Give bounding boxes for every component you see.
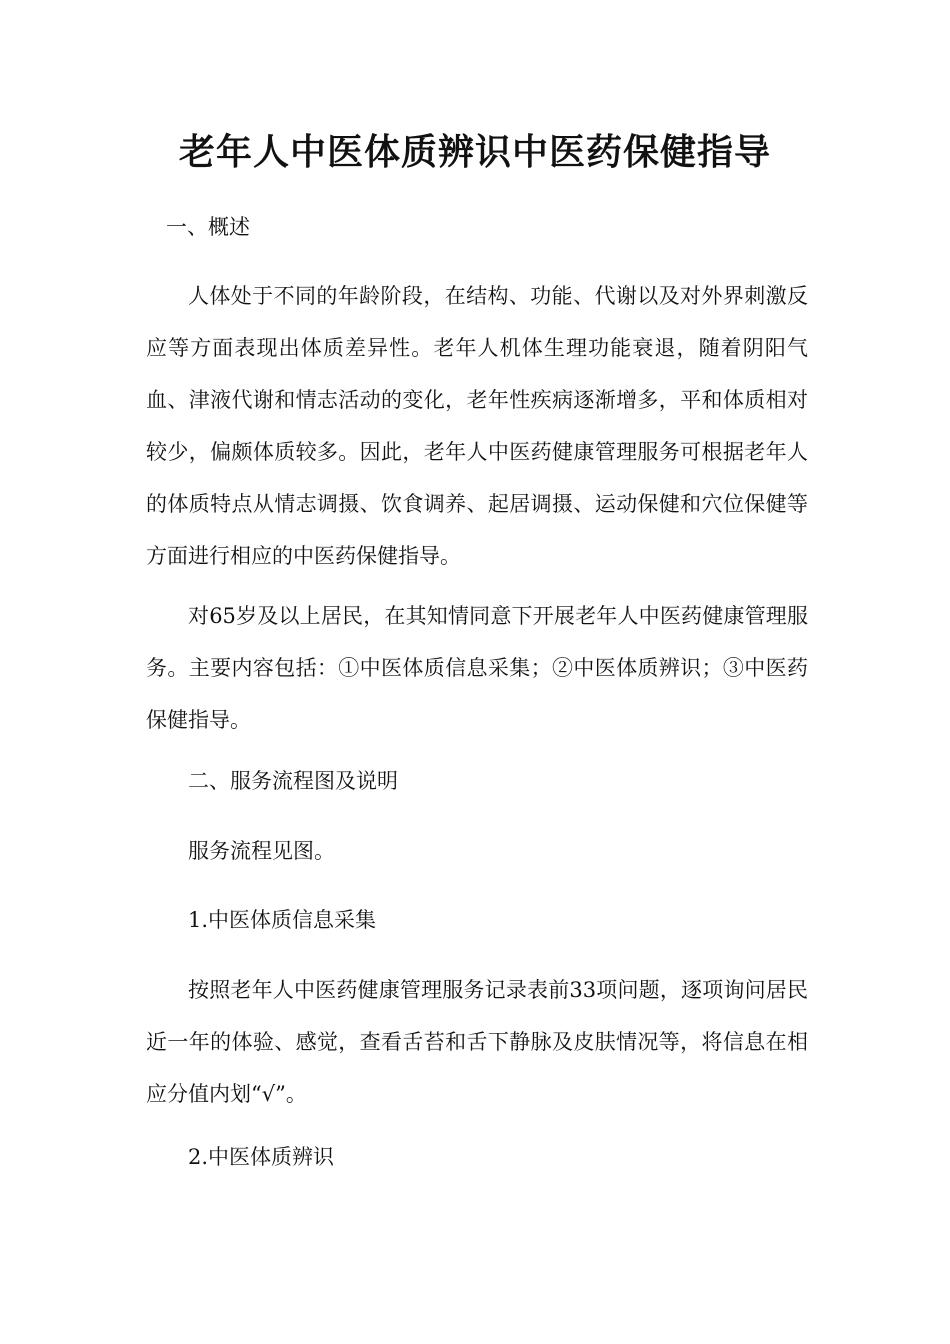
paragraph-overview-1: 人体处于不同的年龄阶段，在结构、功能、代谢以及对外界刺激反应等方面表现出体质差异性。老年人机体生理功能衰退，随着阴阳气血、津液代谢和情志活动的变化，老年性疾病逐渐增多，平和体质相对较少，偏颇体质较多。因此，老年人中医药健康管理服务可根据老年人的体质特点从情志调摄、饮食调养、起居调摄、运动保健和穴位保健等方面进行相应的中医药保健指导。 (146, 284, 808, 568)
section-heading-overview: 一、概述 (166, 215, 250, 239)
subheading-constitution-identification: 2.中医体质辨识 (188, 1145, 335, 1169)
paragraph-flow-intro: 服务流程见图。 (188, 839, 335, 863)
subheading-info-collection: 1.中医体质信息采集 (188, 908, 377, 932)
document-title: 老年人中医体质辨识中医药保健指导 (178, 132, 771, 173)
paragraph-overview-2: 对65岁及以上居民，在其知情同意下开展老年人中医药健康管理服务。主要内容包括：①中医体质信息采集；②中医体质辨识；③中医药保健指导。 (146, 604, 808, 732)
section-heading-flow: 二、服务流程图及说明 (188, 769, 398, 793)
paragraph-info-collection: 按照老年人中医药健康管理服务记录表前33项问题，逐项询问居民近一年的体验、感觉，查看舌苔和舌下静脉及皮肤情况等，将信息在相应分值内划“√”。 (146, 978, 808, 1106)
